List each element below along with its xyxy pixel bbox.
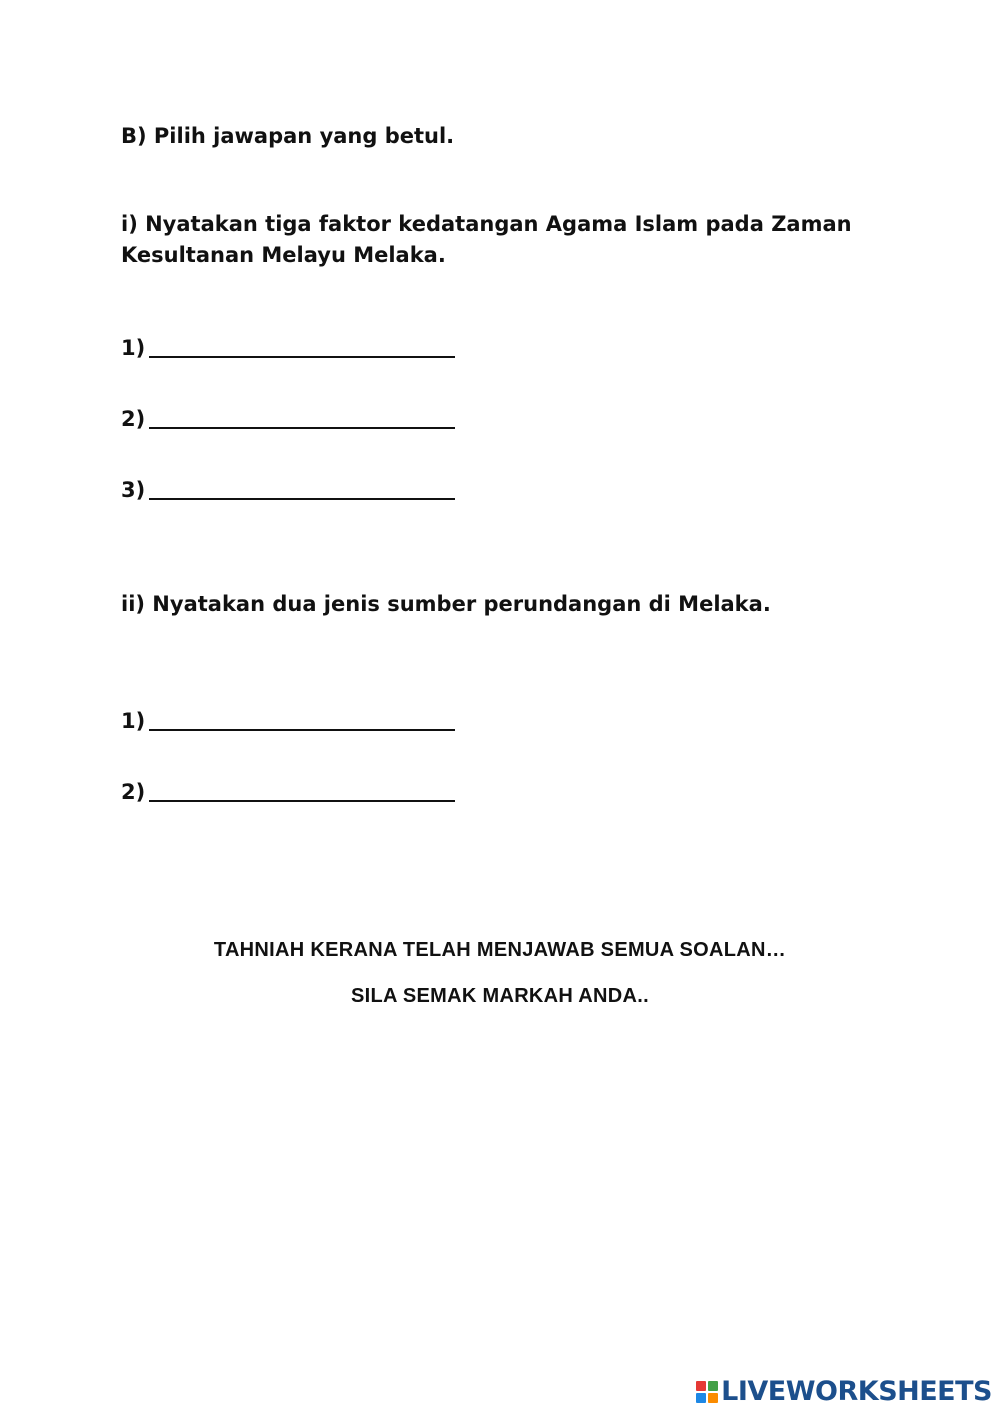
answer-blank[interactable]	[149, 706, 455, 731]
answer-number: 1)	[121, 336, 146, 360]
liveworksheets-watermark	[696, 1377, 992, 1407]
question-2-text: ii) Nyatakan dua jenis sumber perundangan di Melaka.	[121, 592, 771, 616]
answer-row[interactable]	[121, 704, 455, 734]
answer-row[interactable]	[121, 402, 455, 432]
logo-square-green	[708, 1381, 718, 1391]
answer-blank[interactable]	[149, 404, 455, 429]
section-instruction: B) Pilih jawapan yang betul.	[121, 124, 455, 148]
logo-square-blue	[696, 1393, 706, 1403]
question-1-line-1: i) Nyatakan tiga faktor kedatangan Agama Islam pada Zaman	[121, 212, 852, 236]
question-1-line-2: Kesultanan Melayu Melaka.	[121, 243, 446, 267]
logo-square-red	[696, 1381, 706, 1391]
answer-row[interactable]	[121, 775, 455, 805]
answer-number: 3)	[121, 478, 146, 502]
logo-square-orange	[708, 1393, 718, 1403]
liveworksheets-wordmark: LIVEWORKSHEETS	[721, 1376, 992, 1407]
answer-blank[interactable]	[149, 475, 455, 500]
closing-message: TAHNIAH KERANA TELAH MENJAWAB SEMUA SOALAN…	[213, 939, 787, 961]
answer-row[interactable]	[121, 473, 455, 503]
closing-instruction: SILA SEMAK MARKAH ANDA..	[351, 985, 649, 1007]
answer-number: 2)	[121, 407, 146, 431]
answer-blank[interactable]	[149, 777, 455, 802]
liveworksheets-logo-icon	[696, 1381, 718, 1403]
answer-number: 1)	[121, 709, 146, 733]
answer-number: 2)	[121, 780, 146, 804]
answer-row[interactable]	[121, 331, 455, 361]
answer-blank[interactable]	[149, 333, 455, 358]
